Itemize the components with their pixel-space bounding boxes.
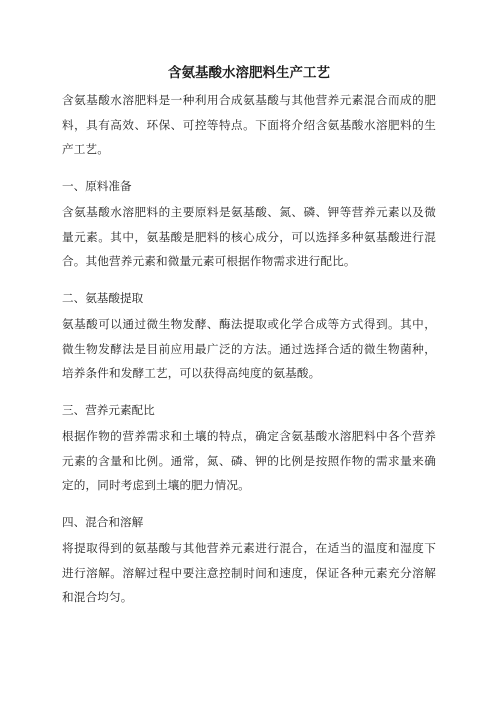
section-nutrient-ratio: [62, 398, 436, 498]
document-page: [62, 62, 436, 610]
section-heading: 一、原料准备: [62, 178, 132, 193]
section-body: 将提取得到的氨基酸与其他营养元素进行混合，在适当的温度和湿度下进行溶解。溶解过程中要注意控制时间和速度，保证各种元素充分溶解和混合均匀。: [62, 541, 436, 604]
section-amino-acid-extraction: [62, 286, 436, 386]
section-body: 根据作物的营养需求和土壤的特点，确定含氨基酸水溶肥料中各个营养元素的含量和比例。通常，氮、磷、钾的比例是按照作物的需求量来确定的，同时考虑到土壤的肥力情况。: [62, 429, 436, 492]
section-mixing-dissolving: [62, 510, 436, 610]
section-heading: 四、混合和溶解: [62, 514, 144, 529]
section-heading: 二、氨基酸提取: [62, 290, 144, 305]
section-raw-materials: [62, 174, 436, 274]
section-body: 含氨基酸水溶肥料的主要原料是氨基酸、氮、磷、钾等营养元素以及微量元素。其中，氨基酸是肥料的核心成分，可以选择多种氨基酸进行混合。其他营养元素和微量元素可根据作物需求进行配比。: [62, 205, 436, 268]
section-body: 氨基酸可以通过微生物发酵、酶法提取或化学合成等方式得到。其中，微生物发酵法是目前应用最广泛的方法。通过选择合适的微生物菌种，培养条件和发酵工艺，可以获得高纯度的氨基酸。: [62, 317, 436, 380]
intro-paragraph: 含氨基酸水溶肥料是一种利用合成氨基酸与其他营养元素混合而成的肥料，具有高效、环保、可控等特点。下面将介绍含氨基酸水溶肥料的生产工艺。: [62, 93, 436, 156]
section-heading: 三、营养元素配比: [62, 402, 155, 417]
document-title: 含氨基酸水溶肥料生产工艺: [168, 65, 330, 81]
